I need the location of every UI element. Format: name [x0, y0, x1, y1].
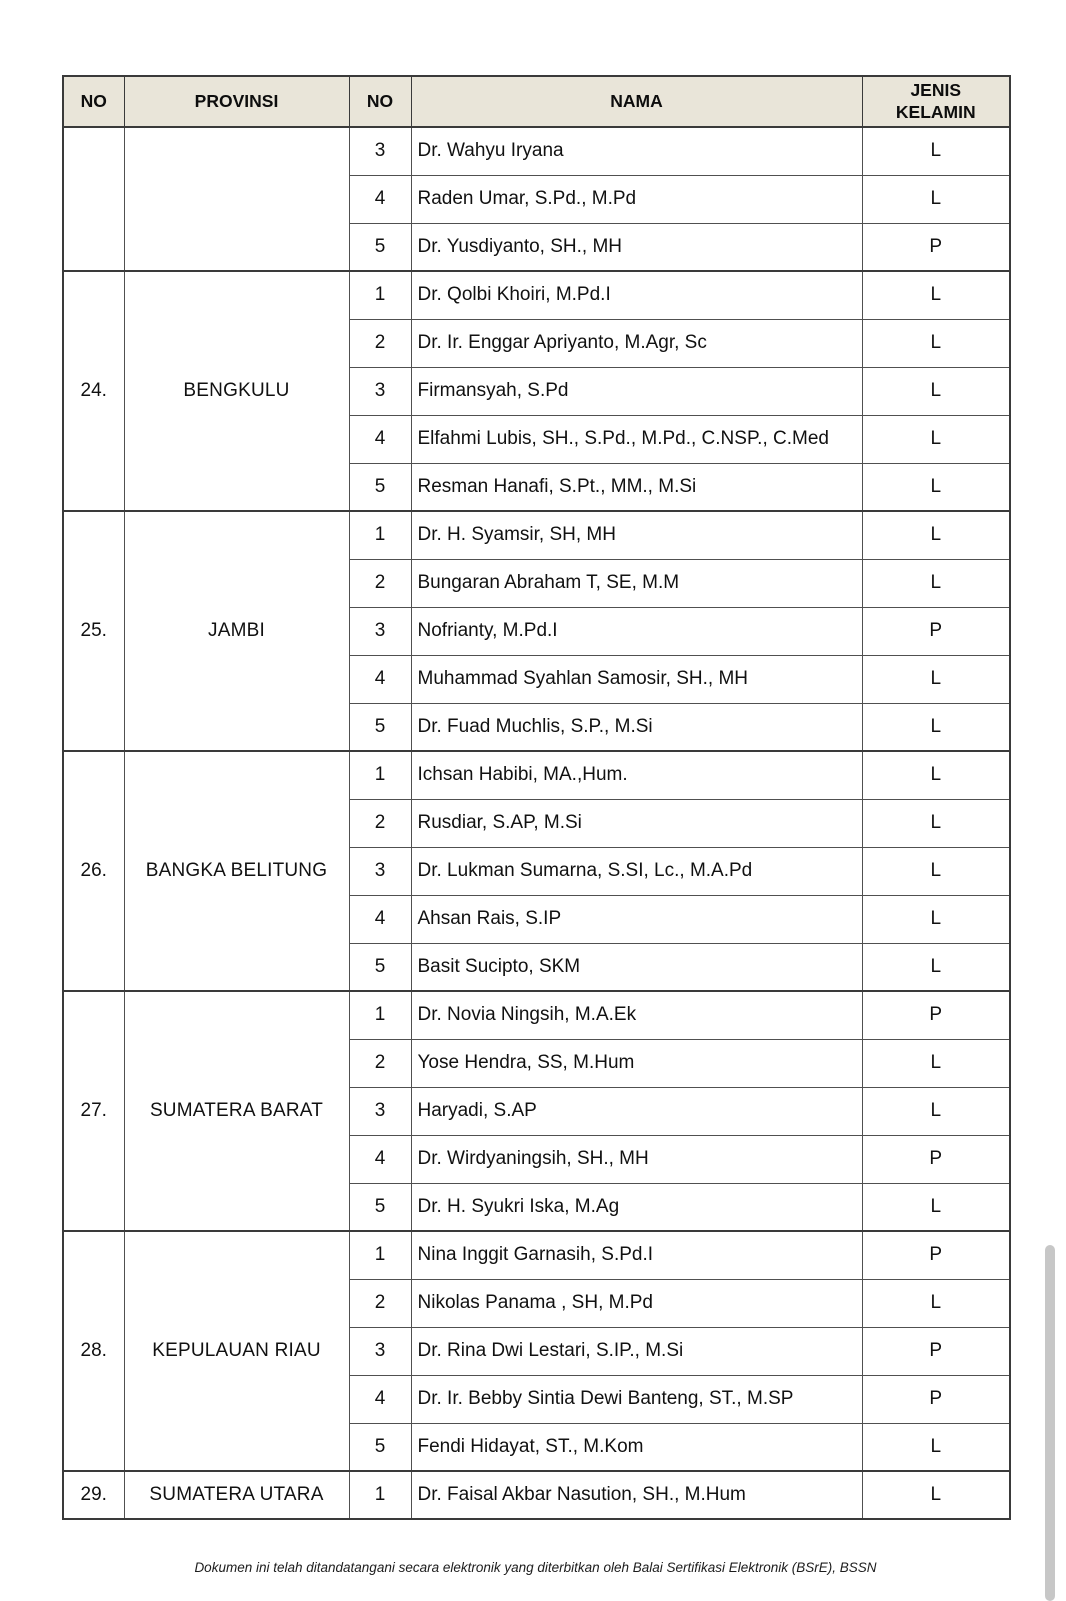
table-row [63, 127, 1010, 175]
col-header-province-no: NO [63, 76, 124, 127]
row-name-cell: Nofrianty, M.Pd.I [411, 607, 862, 655]
row-number-cell: 2 [349, 1279, 411, 1327]
row-number-cell: 5 [349, 1183, 411, 1231]
col-header-jenis-kelamin: JENIS KELAMIN [862, 76, 1010, 127]
row-gender-cell: L [862, 1039, 1010, 1087]
province-number-cell: 29. [63, 1471, 124, 1519]
province-name-cell: BANGKA BELITUNG [124, 751, 349, 991]
row-gender-cell: L [862, 559, 1010, 607]
province-name-cell: BENGKULU [124, 271, 349, 511]
row-name-cell: Dr. Fuad Muchlis, S.P., M.Si [411, 703, 862, 751]
row-number-cell: 1 [349, 751, 411, 799]
row-number-cell: 5 [349, 223, 411, 271]
row-number-cell: 3 [349, 1087, 411, 1135]
row-name-cell: Dr. Novia Ningsih, M.A.Ek [411, 991, 862, 1039]
province-number-cell: 28. [63, 1231, 124, 1471]
row-name-cell: Dr. Ir. Enggar Apriyanto, M.Agr, Sc [411, 319, 862, 367]
row-name-cell: Haryadi, S.AP [411, 1087, 862, 1135]
row-name-cell: Firmansyah, S.Pd [411, 367, 862, 415]
province-name-cell: SUMATERA BARAT [124, 991, 349, 1231]
row-name-cell: Dr. H. Syamsir, SH, MH [411, 511, 862, 559]
row-number-cell: 2 [349, 559, 411, 607]
row-number-cell: 5 [349, 943, 411, 991]
row-gender-cell: L [862, 1471, 1010, 1519]
row-gender-cell: P [862, 1327, 1010, 1375]
row-number-cell: 5 [349, 463, 411, 511]
row-number-cell: 1 [349, 1471, 411, 1519]
row-gender-cell: L [862, 1087, 1010, 1135]
table-header-row [63, 76, 1010, 127]
row-number-cell: 5 [349, 703, 411, 751]
row-number-cell: 4 [349, 895, 411, 943]
row-gender-cell: L [862, 1279, 1010, 1327]
row-number-cell: 2 [349, 799, 411, 847]
province-number-cell: 26. [63, 751, 124, 991]
row-number-cell: 4 [349, 175, 411, 223]
row-number-cell: 1 [349, 511, 411, 559]
row-number-cell: 3 [349, 847, 411, 895]
province-name-cell [124, 127, 349, 271]
row-name-cell: Dr. Qolbi Khoiri, M.Pd.I [411, 271, 862, 319]
province-name-cell: JAMBI [124, 511, 349, 751]
row-gender-cell: L [862, 511, 1010, 559]
row-number-cell: 1 [349, 991, 411, 1039]
row-gender-cell: L [862, 943, 1010, 991]
row-gender-cell: L [862, 751, 1010, 799]
row-gender-cell: P [862, 223, 1010, 271]
row-gender-cell: L [862, 319, 1010, 367]
row-gender-cell: L [862, 271, 1010, 319]
province-number-cell [63, 127, 124, 271]
row-number-cell: 3 [349, 127, 411, 175]
row-gender-cell: L [862, 463, 1010, 511]
col-header-provinsi: PROVINSI [124, 76, 349, 127]
row-gender-cell: L [862, 415, 1010, 463]
province-number-cell: 27. [63, 991, 124, 1231]
row-name-cell: Ahsan Rais, S.IP [411, 895, 862, 943]
row-name-cell: Ichsan Habibi, MA.,Hum. [411, 751, 862, 799]
row-number-cell: 2 [349, 1039, 411, 1087]
row-number-cell: 5 [349, 1423, 411, 1471]
row-gender-cell: P [862, 991, 1010, 1039]
row-name-cell: Dr. Wirdyaningsih, SH., MH [411, 1135, 862, 1183]
table-row [63, 1471, 1010, 1519]
province-name-cell: SUMATERA UTARA [124, 1471, 349, 1519]
row-number-cell: 3 [349, 1327, 411, 1375]
table-row [63, 751, 1010, 799]
col-header-nama: NAMA [411, 76, 862, 127]
row-gender-cell: P [862, 1375, 1010, 1423]
row-name-cell: Yose Hendra, SS, M.Hum [411, 1039, 862, 1087]
row-name-cell: Elfahmi Lubis, SH., S.Pd., M.Pd., C.NSP., C.Med [411, 415, 862, 463]
row-name-cell: Dr. H. Syukri Iska, M.Ag [411, 1183, 862, 1231]
row-number-cell: 4 [349, 1375, 411, 1423]
col-header-row-no: NO [349, 76, 411, 127]
row-name-cell: Rusdiar, S.AP, M.Si [411, 799, 862, 847]
row-gender-cell: P [862, 1135, 1010, 1183]
row-number-cell: 2 [349, 319, 411, 367]
row-name-cell: Nikolas Panama , SH, M.Pd [411, 1279, 862, 1327]
row-number-cell: 4 [349, 415, 411, 463]
table-row [63, 991, 1010, 1039]
row-number-cell: 3 [349, 367, 411, 415]
row-gender-cell: L [862, 655, 1010, 703]
row-name-cell: Bungaran Abraham T, SE, M.M [411, 559, 862, 607]
roster-table [62, 75, 1011, 1520]
row-gender-cell: L [862, 1183, 1010, 1231]
row-number-cell: 1 [349, 271, 411, 319]
row-name-cell: Dr. Yusdiyanto, SH., MH [411, 223, 862, 271]
row-name-cell: Raden Umar, S.Pd., M.Pd [411, 175, 862, 223]
row-gender-cell: L [862, 799, 1010, 847]
row-name-cell: Nina Inggit Garnasih, S.Pd.I [411, 1231, 862, 1279]
province-number-cell: 24. [63, 271, 124, 511]
row-gender-cell: L [862, 1423, 1010, 1471]
row-name-cell: Basit Sucipto, SKM [411, 943, 862, 991]
row-number-cell: 4 [349, 1135, 411, 1183]
row-name-cell: Resman Hanafi, S.Pt., MM., M.Si [411, 463, 862, 511]
row-number-cell: 1 [349, 1231, 411, 1279]
table-row [63, 1231, 1010, 1279]
row-name-cell: Dr. Lukman Sumarna, S.SI, Lc., M.A.Pd [411, 847, 862, 895]
row-gender-cell: P [862, 1231, 1010, 1279]
row-gender-cell: L [862, 127, 1010, 175]
row-name-cell: Dr. Faisal Akbar Nasution, SH., M.Hum [411, 1471, 862, 1519]
province-name-cell: KEPULAUAN RIAU [124, 1231, 349, 1471]
row-gender-cell: L [862, 367, 1010, 415]
vertical-scrollbar-thumb[interactable] [1045, 1245, 1055, 1601]
table-row [63, 271, 1010, 319]
row-gender-cell: L [862, 847, 1010, 895]
row-gender-cell: P [862, 607, 1010, 655]
province-number-cell: 25. [63, 511, 124, 751]
row-gender-cell: L [862, 895, 1010, 943]
row-name-cell: Dr. Rina Dwi Lestari, S.IP., M.Si [411, 1327, 862, 1375]
row-gender-cell: L [862, 175, 1010, 223]
row-number-cell: 4 [349, 655, 411, 703]
table-row [63, 511, 1010, 559]
row-name-cell: Muhammad Syahlan Samosir, SH., MH [411, 655, 862, 703]
row-name-cell: Fendi Hidayat, ST., M.Kom [411, 1423, 862, 1471]
roster-table-body [63, 127, 1010, 1519]
electronic-signature-footer: Dokumen ini telah ditandatangani secara elektronik yang diterbitkan oleh Balai Sertifikasi Elektronik (BSrE), BSSN [194, 1560, 877, 1575]
row-gender-cell: L [862, 703, 1010, 751]
row-name-cell: Dr. Wahyu Iryana [411, 127, 862, 175]
row-number-cell: 3 [349, 607, 411, 655]
row-name-cell: Dr. Ir. Bebby Sintia Dewi Banteng, ST., M.SP [411, 1375, 862, 1423]
